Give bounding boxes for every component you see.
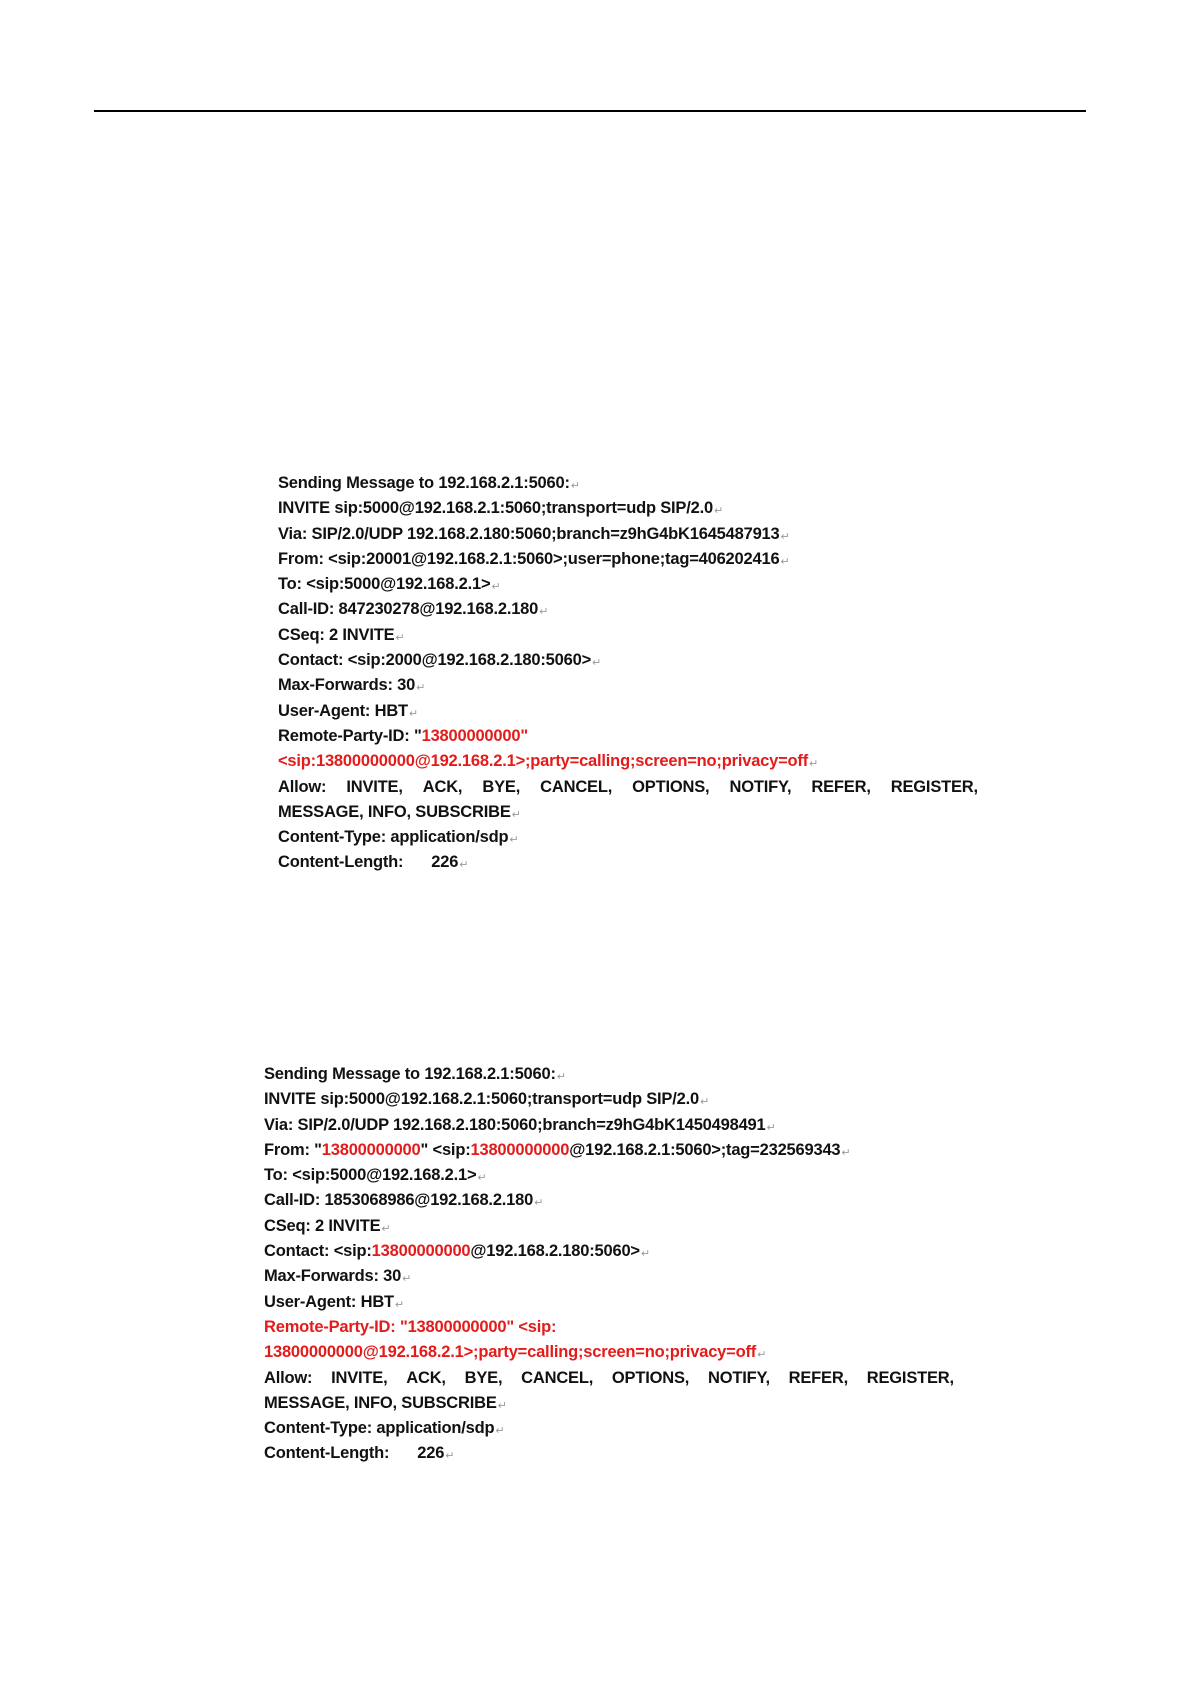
- max-forwards-line: Max-Forwards: 30↵: [278, 676, 426, 695]
- user-agent-line: User-Agent: HBT↵: [278, 701, 418, 720]
- content-length-line: Content-Length: 226↵: [264, 1444, 455, 1463]
- cseq-line: CSeq: 2 INVITE↵: [278, 625, 405, 644]
- to-line: To: <sip:5000@192.168.2.1>↵: [278, 575, 501, 594]
- from-line: From: <sip:20001@192.168.2.1:5060>;user=phone;tag=406202416↵: [278, 549, 790, 568]
- allow-line-2: MESSAGE, INFO, SUBSCRIBE↵: [278, 802, 521, 821]
- via-line: Via: SIP/2.0/UDP 192.168.2.180:5060;branch=z9hG4bK1645487913↵: [278, 524, 790, 543]
- cseq-line: CSeq: 2 INVITE↵: [264, 1216, 391, 1235]
- via-line: Via: SIP/2.0/UDP 192.168.2.180:5060;branch=z9hG4bK1450498491↵: [264, 1115, 776, 1134]
- to-line: To: <sip:5000@192.168.2.1>↵: [264, 1166, 487, 1185]
- header-rule: [94, 110, 1086, 112]
- remote-party-id-uri-line: 13800000000@192.168.2.1>;party=calling;screen=no;privacy=off↵: [264, 1343, 767, 1362]
- sending-line: Sending Message to 192.168.2.1:5060:↵: [278, 474, 580, 492]
- allow-line-2: MESSAGE, INFO, SUBSCRIBE↵: [264, 1393, 507, 1412]
- contact-line: Contact: <sip:2000@192.168.2.180:5060>↵: [278, 651, 602, 670]
- call-id-line: Call-ID: 847230278@192.168.2.180↵: [278, 600, 549, 619]
- contact-line: Contact: <sip:13800000000@192.168.2.180:5060>↵: [264, 1242, 650, 1261]
- invite-line: INVITE sip:5000@192.168.2.1:5060;transport=udp SIP/2.0↵: [264, 1090, 709, 1109]
- allow-line: Allow: INVITE, ACK, BYE, CANCEL, OPTIONS, NOTIFY, REFER, REGISTER,: [278, 777, 978, 796]
- max-forwards-line: Max-Forwards: 30↵: [264, 1267, 412, 1286]
- allow-line: Allow: INVITE, ACK, BYE, CANCEL, OPTIONS, NOTIFY, REFER, REGISTER,: [264, 1368, 954, 1387]
- remote-party-id-line: Remote-Party-ID: "13800000000" <sip:: [264, 1317, 557, 1336]
- content-type-line: Content-Type: application/sdp↵: [264, 1419, 505, 1438]
- invite-line: INVITE sip:5000@192.168.2.1:5060;transport=udp SIP/2.0↵: [278, 499, 723, 518]
- content-length-line: Content-Length: 226↵: [278, 853, 469, 872]
- remote-party-id-line: Remote-Party-ID: "13800000000": [278, 726, 528, 745]
- remote-party-id-uri-line: <sip:13800000000@192.168.2.1>;party=calling;screen=no;privacy=off↵: [278, 752, 819, 771]
- from-line: From: "13800000000" <sip:13800000000@192.168.2.1:5060>;tag=232569343↵: [264, 1140, 851, 1159]
- sip-message-block-1: [278, 471, 978, 876]
- sending-line: Sending Message to 192.168.2.1:5060:↵: [264, 1065, 566, 1083]
- user-agent-line: User-Agent: HBT↵: [264, 1292, 404, 1311]
- sip-message-block-2: [264, 1062, 954, 1467]
- content-type-line: Content-Type: application/sdp↵: [278, 828, 519, 847]
- call-id-line: Call-ID: 1853068986@192.168.2.180↵: [264, 1191, 544, 1210]
